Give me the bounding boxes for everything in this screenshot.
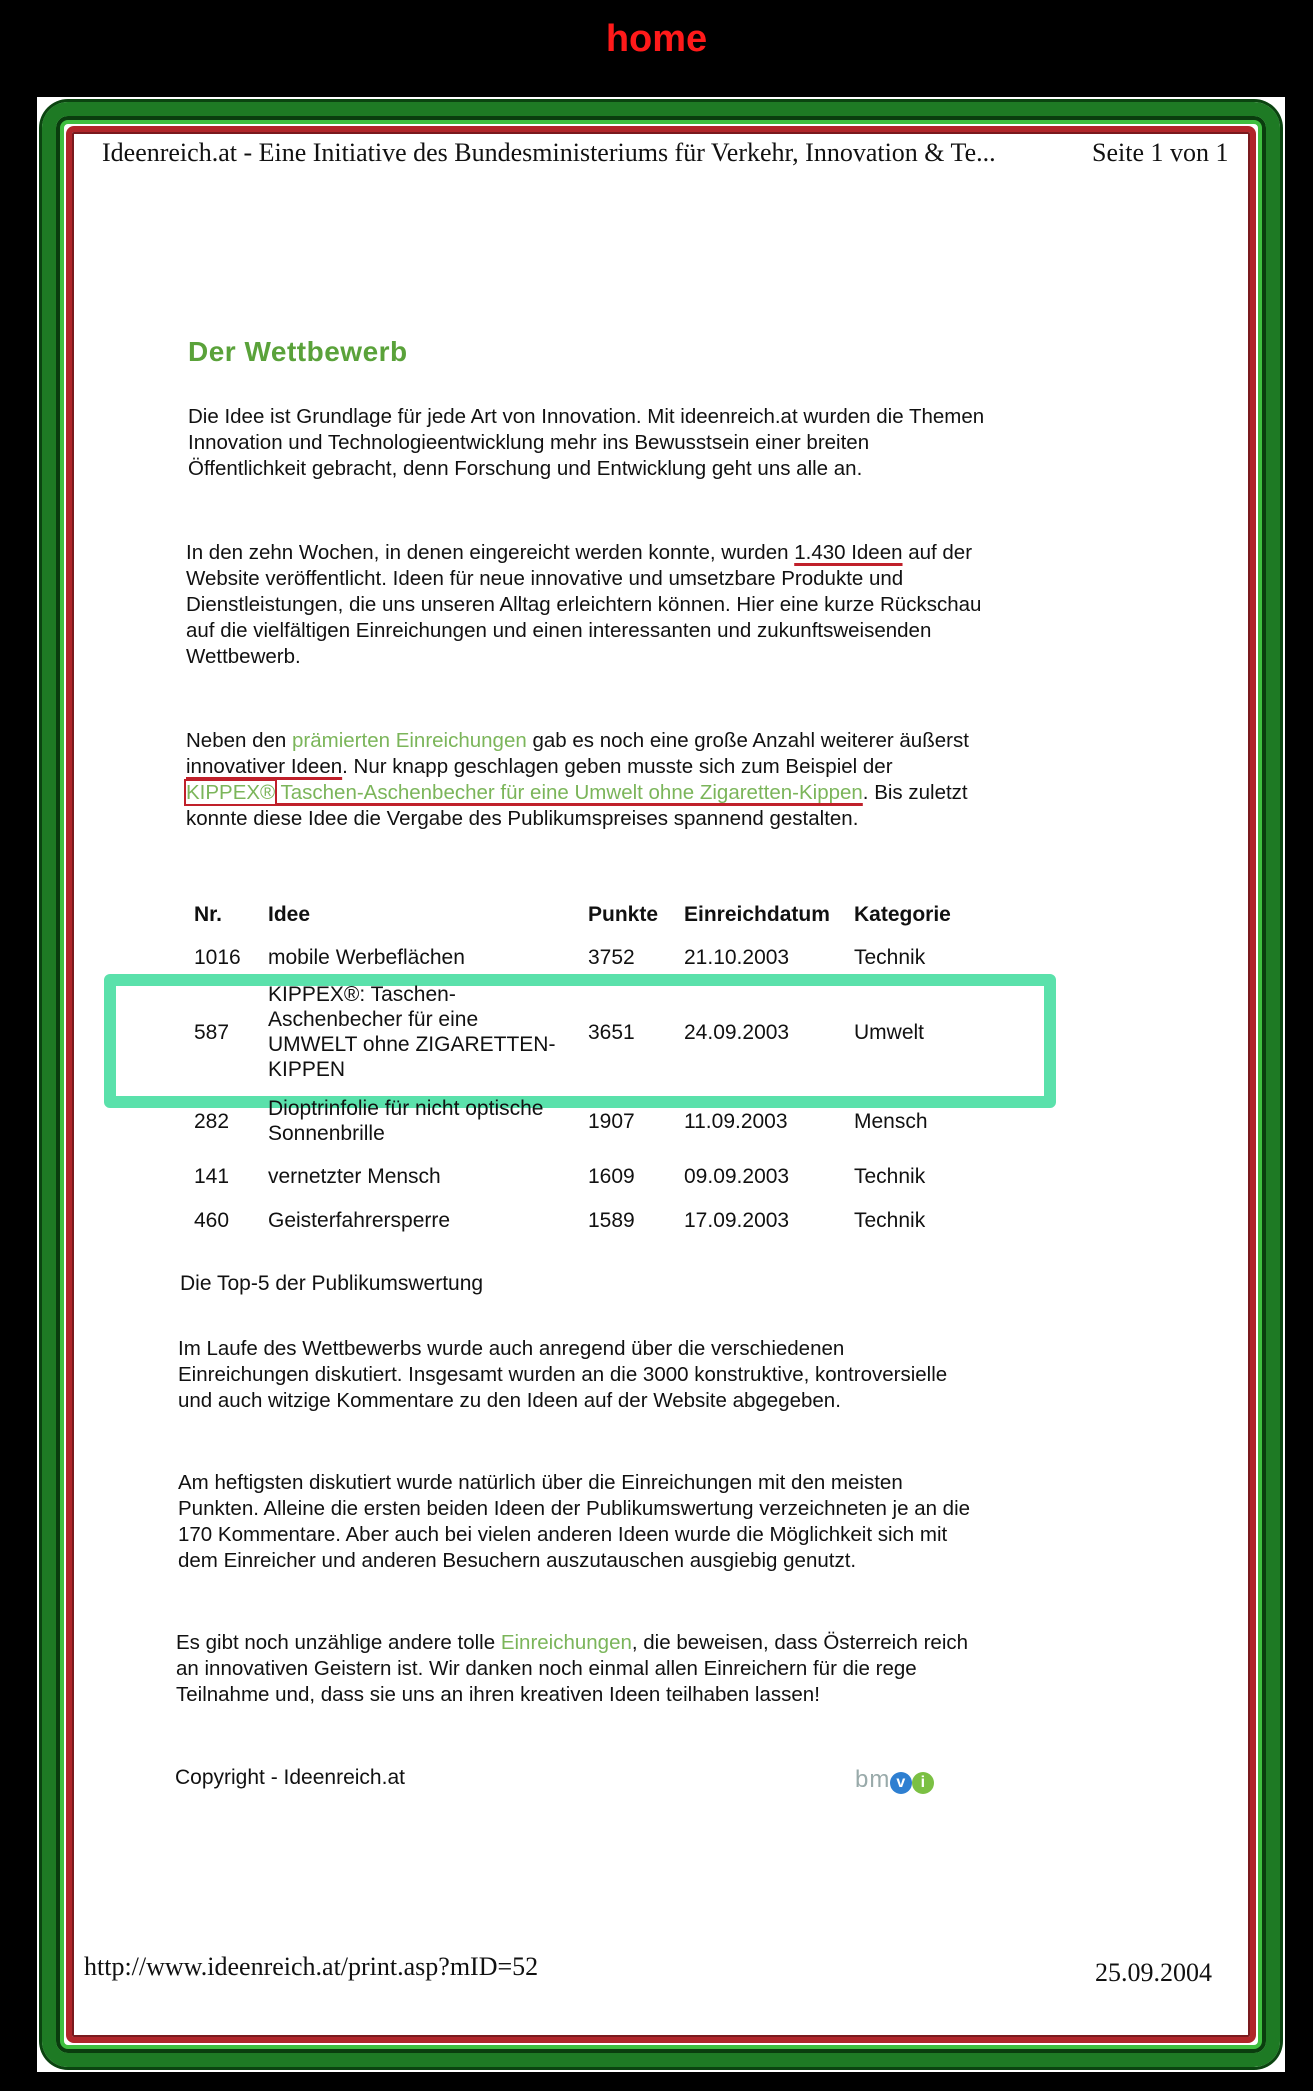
- print-footer-date: 25.09.2004: [1095, 1958, 1212, 1987]
- copyright-text: Copyright - Ideenreich.at: [175, 1766, 405, 1789]
- cell-kategorie: Technik: [854, 1164, 926, 1188]
- link-kippex-description[interactable]: Taschen-Aschenbecher für eine Umwelt ohne Zigaretten-Kippen: [275, 781, 863, 804]
- table-row: [186, 976, 963, 1088]
- link-kippex[interactable]: KIPPEX®: [186, 781, 276, 804]
- top5-table: [186, 898, 963, 1242]
- cell-idee: Dioptrinfolie für nicht optische Sonnenbrille: [268, 1097, 544, 1145]
- cell-datum: 24.09.2003: [684, 1020, 790, 1044]
- cell-kategorie: Mensch: [854, 1109, 928, 1133]
- table-header-row: [186, 898, 963, 938]
- home-link[interactable]: home: [605, 18, 708, 60]
- col-header-kategorie: Kategorie: [854, 903, 951, 926]
- cell-datum: 11.09.2003: [684, 1109, 788, 1133]
- cell-datum: 21.10.2003: [684, 945, 790, 969]
- text: . Nur knapp geschlagen geben musste sich zum Beispiel der: [342, 755, 893, 778]
- table-caption: Die Top-5 der Publikumswertung: [180, 1272, 484, 1295]
- paragraph-ideas-count: [186, 540, 986, 670]
- logo-bm-text: bm: [855, 1766, 891, 1793]
- link-praemierte-einreichungen[interactable]: prämierten Einreichungen: [292, 729, 527, 752]
- cell-punkte: 1589: [588, 1208, 635, 1232]
- cell-idee: mobile Werbeflächen: [268, 945, 465, 969]
- logo-v-icon: v: [890, 1772, 912, 1794]
- cell-nr: 141: [194, 1164, 230, 1188]
- paragraph-discussion: Am heftigsten diskutiert wurde natürlich über die Einreichungen mit den meisten Punkten. Alleine die ersten beiden Ideen der Publikumswertung verzeichneten je an die 170 Kommentare. Aber auch bei vielen anderen Ideen wurde die Möglichkeit sich mit dem Einreicher und anderen Besuchern auszutauschen ausgiebig genutzt.: [178, 1471, 971, 1572]
- cell-punkte: 3651: [588, 1020, 635, 1044]
- cell-kategorie: Umwelt: [854, 1020, 925, 1044]
- cell-idee: Geisterfahrersperre: [268, 1208, 451, 1232]
- cell-kategorie: Technik: [854, 945, 926, 969]
- table-row: [186, 938, 963, 976]
- print-header-title: Ideenreich.at - Eine Initiative des Bundesministeriums für Verkehr, Innovation & Te...: [102, 138, 996, 167]
- text: , die beweisen, dass Österreich reich an innovativen Geistern ist. Wir danken noch einmal allen Einreichern für die rege Teilnahme und, dass sie uns an ihren kreativen Ideen teilhaben lassen!: [176, 1631, 969, 1706]
- highlight-innovative-ideas: innovativer Ideen: [186, 755, 343, 778]
- paragraph-comments: Im Laufe des Wettbewerbs wurde auch anregend über die verschiedenen Einreichungen diskutiert. Insgesamt wurden an die 3000 konstruktive, kontroversielle und auch witzige Kommentare zu den Ideen auf der Website abgegeben.: [178, 1337, 948, 1412]
- print-header-page-number: Seite 1 von 1: [1092, 138, 1229, 167]
- bmvit-logo: [855, 1766, 934, 1794]
- col-header-punkte: Punkte: [588, 903, 659, 926]
- paragraph-thanks: [176, 1630, 976, 1708]
- cell-punkte: 1907: [588, 1109, 635, 1133]
- text: Es gibt noch unzählige andere tolle: [176, 1631, 501, 1654]
- cell-nr: 282: [194, 1109, 230, 1133]
- col-header-idee: Idee: [268, 903, 311, 926]
- table-row: [186, 1154, 963, 1198]
- link-einreichungen[interactable]: Einreichungen: [500, 1631, 632, 1654]
- text: In den zehn Wochen, in denen eingereicht werden konnte, wurden: [186, 541, 795, 564]
- cell-idee: vernetzter Mensch: [268, 1164, 441, 1188]
- highlight-idea-count: 1.430 Ideen: [794, 541, 903, 564]
- text: auf der Website veröffentlicht. Ideen für neue innovative und umsetzbare Produkte und Dienstleistungen, die uns unseren Alltag erleichtern können. Hier eine kurze Rückschau auf die vielfältigen Einreichungen und einen interessanten und zukunftsweisenden Wettbewerb.: [186, 541, 982, 668]
- text: gab es noch eine große Anzahl weiterer äußerst: [526, 729, 969, 752]
- table-row: [186, 1088, 963, 1154]
- cell-idee: KIPPEX®: Taschen-Aschenbecher für eine UMWELT ohne ZIGARETTEN-KIPPEN: [268, 983, 556, 1081]
- table-row: [186, 1198, 963, 1242]
- paragraph-kippex: [186, 728, 986, 832]
- paragraph-intro: Die Idee ist Grundlage für jede Art von Innovation. Mit ideenreich.at wurden die Themen Innovation und Technologieentwicklung mehr ins Bewusstsein einer breiten Öffentlichkeit gebracht, denn Forschung und Entwicklung geht uns alle an.: [188, 405, 985, 480]
- print-footer-url: http://www.ideenreich.at/print.asp?mID=52: [84, 1952, 539, 1981]
- cell-punkte: 3752: [588, 945, 635, 969]
- cell-punkte: 1609: [588, 1164, 635, 1188]
- cell-datum: 17.09.2003: [684, 1208, 790, 1232]
- text: Neben den: [186, 729, 293, 752]
- cell-kategorie: Technik: [854, 1208, 926, 1232]
- text: . Bis zuletzt konnte diese Idee die Vergabe des Publikumspreises spannend gestalten.: [186, 781, 968, 830]
- cell-datum: 09.09.2003: [684, 1164, 790, 1188]
- logo-i-icon: i: [912, 1772, 934, 1794]
- cell-nr: 587: [194, 1020, 230, 1044]
- page-heading: Der Wettbewerb: [188, 336, 408, 367]
- col-header-einreichdatum: Einreichdatum: [684, 903, 830, 926]
- cell-nr: 460: [194, 1208, 230, 1232]
- cell-nr: 1016: [194, 945, 241, 969]
- col-header-nr: Nr.: [194, 903, 223, 926]
